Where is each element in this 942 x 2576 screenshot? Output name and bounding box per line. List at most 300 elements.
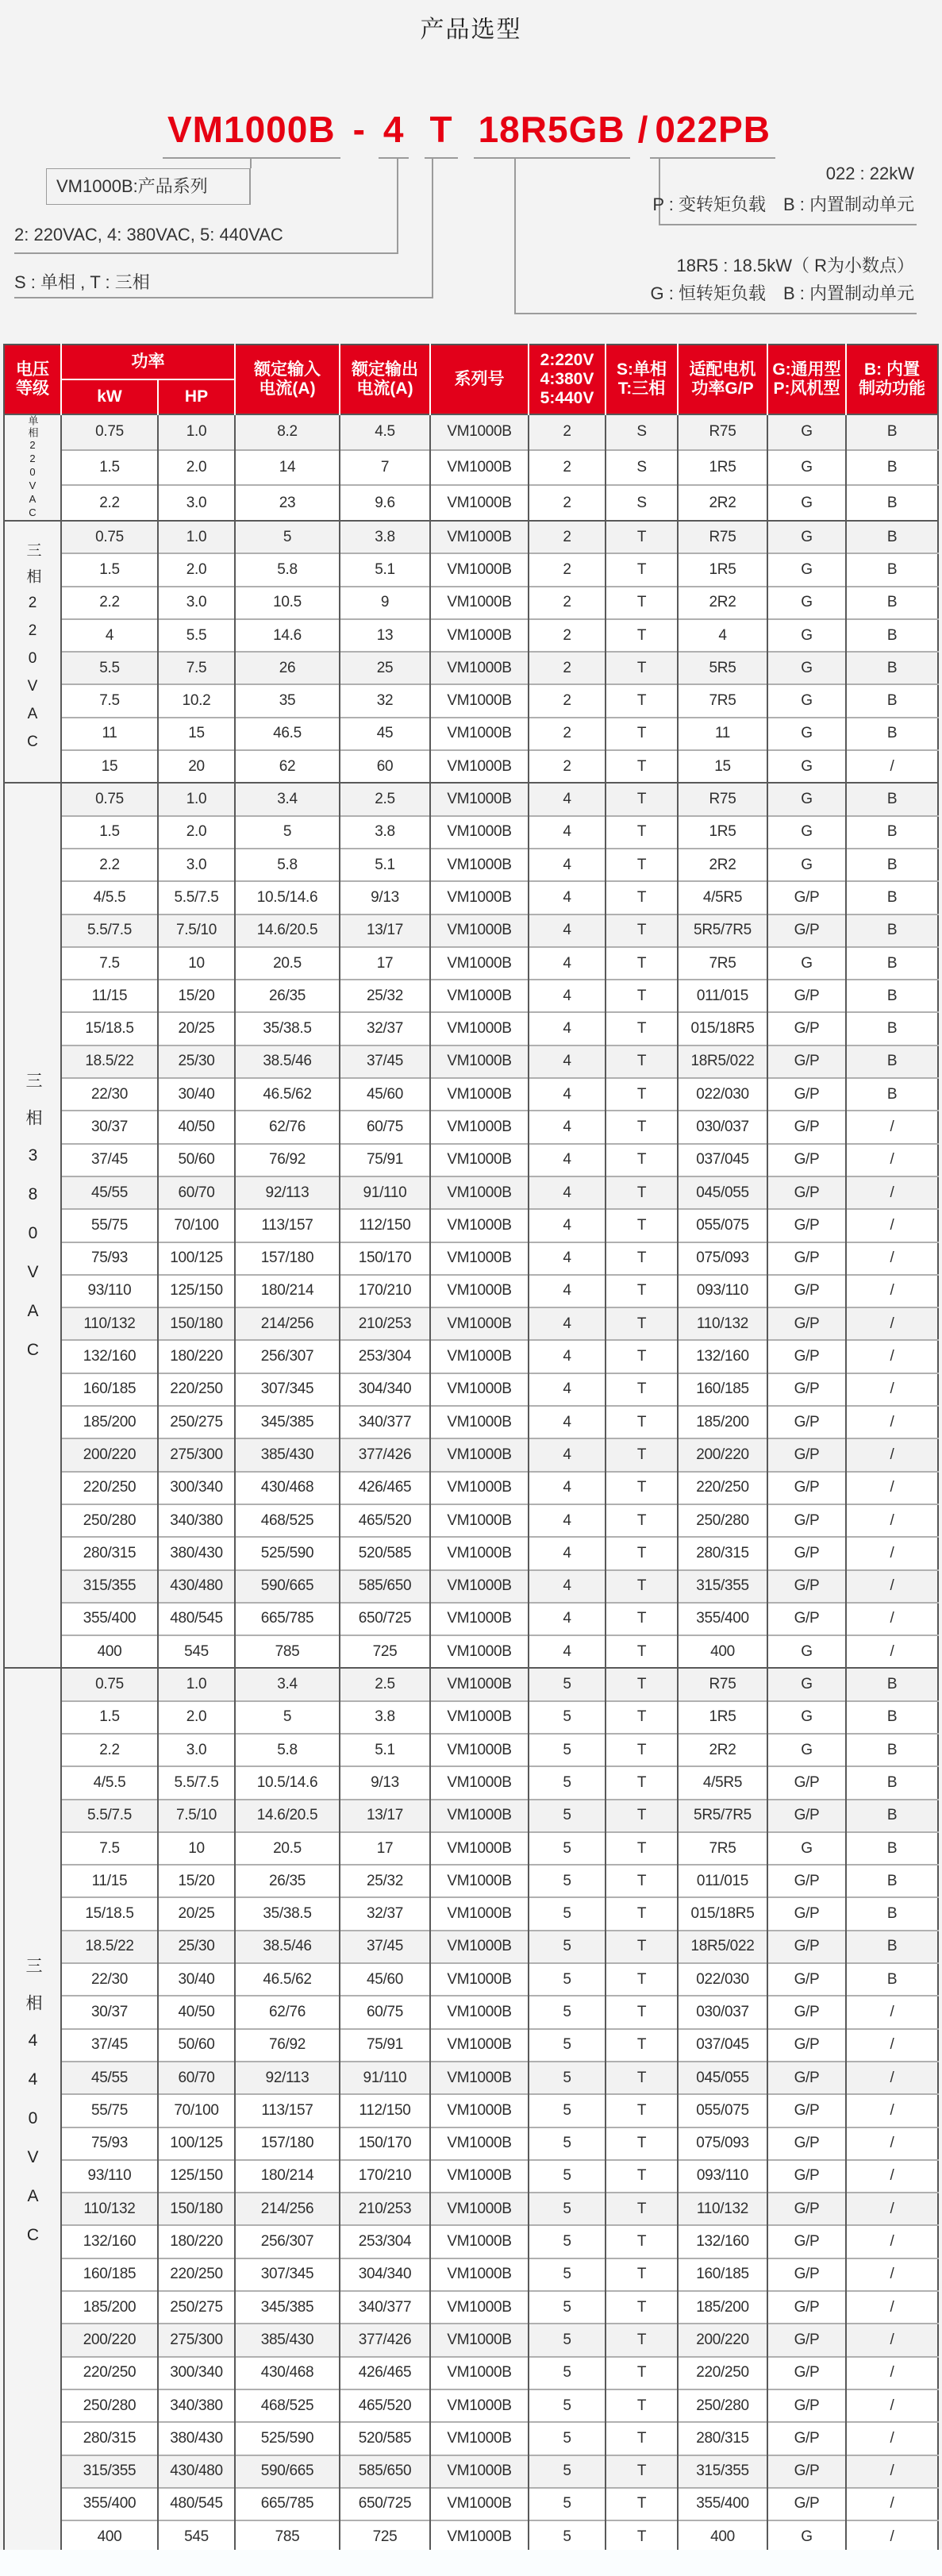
table-cell: 426/465: [340, 2357, 430, 2389]
table-cell: T: [606, 1701, 678, 1734]
table-cell: 4: [529, 1537, 606, 1569]
table-cell: 45/55: [61, 2062, 158, 2094]
table-cell: G: [767, 1832, 846, 1865]
table-cell: G: [767, 1734, 846, 1766]
table-cell: G: [767, 750, 846, 783]
table-cell: 4: [529, 980, 606, 1012]
table-cell: 2.0: [158, 450, 235, 486]
table-cell: 125/150: [158, 1275, 235, 1307]
table-cell: 37/45: [61, 2029, 158, 2062]
table-cell: 585/650: [340, 2455, 430, 2488]
table-cell: T: [606, 1570, 678, 1603]
table-cell: G/P: [767, 1307, 846, 1340]
table-cell: G: [767, 450, 846, 486]
table-cell: /: [846, 1504, 938, 1537]
table-row: [4, 2520, 938, 2553]
col-header-rated-input-current: 额定输入 电流(A): [235, 345, 340, 414]
table-cell: G: [767, 684, 846, 717]
table-cell: 5: [529, 2389, 606, 2422]
table-cell: 112/150: [340, 2094, 430, 2127]
table-cell: 5: [529, 2520, 606, 2553]
table-cell: 14.6/20.5: [235, 1800, 340, 1832]
table-cell: /: [846, 2520, 938, 2553]
table-cell: 340/377: [340, 1406, 430, 1438]
table-cell: 75/93: [61, 2127, 158, 2160]
table-cell: B: [846, 947, 938, 980]
table-cell: 256/307: [235, 2225, 340, 2258]
table-cell: T: [606, 2291, 678, 2324]
table-row: [4, 2160, 938, 2193]
table-cell: /: [846, 2258, 938, 2291]
table-cell: /: [846, 1570, 938, 1603]
table-cell: B: [846, 718, 938, 750]
voltage-group-label: 三相380VAC: [4, 783, 61, 1668]
table-row: [4, 1438, 938, 1471]
table-cell: 340/377: [340, 2291, 430, 2324]
table-row: [4, 619, 938, 652]
table-cell: 180/220: [158, 1340, 235, 1373]
table-row: [4, 587, 938, 619]
table-cell: 430/480: [158, 2455, 235, 2488]
page-title: 产品选型: [420, 17, 522, 43]
table-cell: 4: [61, 619, 158, 652]
table-cell: G: [767, 485, 846, 521]
table-cell: G/P: [767, 2127, 846, 2160]
table-cell: 545: [158, 1635, 235, 1668]
table-cell: 5: [529, 1668, 606, 1700]
table-cell: /: [846, 1472, 938, 1504]
table-cell: VM1000B: [430, 485, 529, 521]
table-cell: 5: [529, 2062, 606, 2094]
table-cell: 030/037: [678, 1996, 767, 2028]
table-cell: 3.0: [158, 485, 235, 521]
table-cell: 50/60: [158, 1144, 235, 1176]
table-cell: 5: [235, 521, 340, 553]
table-cell: 4: [529, 1078, 606, 1111]
table-cell: 2.0: [158, 1701, 235, 1734]
table-cell: 15: [678, 750, 767, 783]
table-cell: VM1000B: [430, 980, 529, 1012]
table-cell: 7.5: [61, 1832, 158, 1865]
table-cell: 14: [235, 450, 340, 486]
table-cell: 4: [529, 1472, 606, 1504]
table-cell: 2.0: [158, 553, 235, 586]
table-cell: 430/480: [158, 1570, 235, 1603]
connector-line: [14, 252, 398, 254]
table-cell: T: [606, 1832, 678, 1865]
table-cell: 13/17: [340, 914, 430, 947]
table-cell: 7R5: [678, 947, 767, 980]
table-cell: 4/5.5: [61, 881, 158, 914]
table-cell: 10: [158, 947, 235, 980]
table-row: [4, 1406, 938, 1438]
table-cell: 185/200: [678, 1406, 767, 1438]
table-cell: 9/13: [340, 881, 430, 914]
table-cell: 400: [678, 1635, 767, 1668]
table-cell: 185/200: [61, 1406, 158, 1438]
table-cell: 4: [529, 1275, 606, 1307]
table-cell: VM1000B: [430, 2357, 529, 2389]
table-cell: 62/76: [235, 1111, 340, 1143]
table-cell: 160/185: [61, 2258, 158, 2291]
table-cell: 1.5: [61, 553, 158, 586]
table-row: [4, 553, 938, 586]
table-cell: T: [606, 1504, 678, 1537]
table-cell: T: [606, 2389, 678, 2422]
table-cell: 20.5: [235, 1832, 340, 1865]
table-cell: G/P: [767, 2455, 846, 2488]
table-cell: VM1000B: [430, 881, 529, 914]
table-cell: 5.5: [61, 652, 158, 684]
table-cell: VM1000B: [430, 2488, 529, 2520]
table-cell: 5.5: [158, 619, 235, 652]
table-cell: 2.2: [61, 849, 158, 881]
table-cell: 400: [61, 1635, 158, 1668]
table-cell: 7: [340, 450, 430, 486]
table-cell: T: [606, 1963, 678, 1996]
table-cell: G/P: [767, 1537, 846, 1569]
table-cell: 110/132: [61, 2193, 158, 2225]
table-cell: /: [846, 2324, 938, 2356]
table-cell: VM1000B: [430, 2160, 529, 2193]
connector-line: [432, 159, 433, 297]
table-cell: 30/40: [158, 1963, 235, 1996]
table-cell: 2R2: [678, 1734, 767, 1766]
table-cell: /: [846, 1438, 938, 1471]
model-segment-phase: T: [425, 108, 457, 159]
table-cell: VM1000B: [430, 2422, 529, 2455]
table-cell: 430/468: [235, 1472, 340, 1504]
table-cell: /: [846, 2488, 938, 2520]
table-cell: G/P: [767, 1865, 846, 1897]
table-cell: G: [767, 414, 846, 450]
table-cell: 5: [529, 2291, 606, 2324]
connector-line: [14, 297, 433, 298]
table-cell: B: [846, 521, 938, 553]
col-header-hp: HP: [158, 379, 235, 414]
table-cell: 10: [158, 1832, 235, 1865]
table-cell: 100/125: [158, 1242, 235, 1275]
table-cell: 011/015: [678, 980, 767, 1012]
table-cell: 430/468: [235, 2357, 340, 2389]
table-cell: 185/200: [678, 2291, 767, 2324]
table-cell: 45/55: [61, 1176, 158, 1209]
table-cell: 10.2: [158, 684, 235, 717]
table-cell: /: [846, 1537, 938, 1569]
table-cell: 280/315: [61, 2422, 158, 2455]
table-cell: 650/725: [340, 1603, 430, 1635]
table-cell: /: [846, 1307, 938, 1340]
table-cell: 5: [529, 1931, 606, 1963]
table-cell: 307/345: [235, 2258, 340, 2291]
table-cell: 5R5/7R5: [678, 914, 767, 947]
table-cell: 5.5/7.5: [61, 1800, 158, 1832]
table-cell: 70/100: [158, 1209, 235, 1242]
table-cell: 4: [529, 783, 606, 815]
table-cell: VM1000B: [430, 1800, 529, 1832]
table-row: [4, 1537, 938, 1569]
table-cell: 15: [61, 750, 158, 783]
table-cell: 9/13: [340, 1766, 430, 1799]
table-cell: /: [846, 1340, 938, 1373]
table-cell: VM1000B: [430, 2094, 529, 2127]
table-row: [4, 2422, 938, 2455]
table-row: [4, 1603, 938, 1635]
table-cell: 4: [529, 1406, 606, 1438]
table-row: [4, 2291, 938, 2324]
model-segment-slash: /: [637, 109, 649, 150]
table-cell: S: [606, 414, 678, 450]
table-cell: B: [846, 684, 938, 717]
table-cell: 5: [529, 1897, 606, 1930]
table-cell: 400: [678, 2520, 767, 2553]
table-cell: 92/113: [235, 1176, 340, 1209]
table-row: [4, 2029, 938, 2062]
table-cell: G/P: [767, 1176, 846, 1209]
table-cell: G/P: [767, 1078, 846, 1111]
table-cell: 2: [529, 684, 606, 717]
table-cell: 132/160: [678, 1340, 767, 1373]
table-cell: VM1000B: [430, 2193, 529, 2225]
table-cell: 5: [529, 1963, 606, 1996]
table-cell: 32/37: [340, 1012, 430, 1045]
table-cell: 355/400: [61, 1603, 158, 1635]
table-cell: 45/60: [340, 1078, 430, 1111]
table-cell: 18.5/22: [61, 1045, 158, 1078]
table-cell: 220/250: [61, 1472, 158, 1504]
table-cell: 307/345: [235, 1373, 340, 1406]
table-cell: VM1000B: [430, 816, 529, 849]
table-cell: /: [846, 2160, 938, 2193]
table-cell: G/P: [767, 980, 846, 1012]
table-cell: 1R5: [678, 816, 767, 849]
table-cell: 315/355: [678, 1570, 767, 1603]
table-cell: B: [846, 816, 938, 849]
table-cell: 5.1: [340, 849, 430, 881]
table-cell: 26/35: [235, 1865, 340, 1897]
table-cell: 170/210: [340, 1275, 430, 1307]
table-cell: 160/185: [678, 2258, 767, 2291]
table-row: [4, 1176, 938, 1209]
table-cell: G: [767, 947, 846, 980]
table-cell: /: [846, 1275, 938, 1307]
table-cell: VM1000B: [430, 1012, 529, 1045]
table-cell: 2.2: [61, 587, 158, 619]
table-cell: T: [606, 1406, 678, 1438]
table-cell: /: [846, 2291, 938, 2324]
table-cell: B: [846, 1897, 938, 1930]
table-row: [4, 684, 938, 717]
table-cell: 2: [529, 450, 606, 486]
table-cell: 55/75: [61, 1209, 158, 1242]
table-row: [4, 914, 938, 947]
model-segment-power-g: 18R5GB: [474, 108, 630, 159]
table-cell: 5.5/7.5: [158, 1766, 235, 1799]
table-cell: G/P: [767, 2389, 846, 2422]
table-row: [4, 1144, 938, 1176]
table-cell: B: [846, 553, 938, 586]
table-cell: 15/18.5: [61, 1012, 158, 1045]
table-row: [4, 1209, 938, 1242]
table-cell: T: [606, 2488, 678, 2520]
table-cell: 132/160: [61, 1340, 158, 1373]
table-cell: 4: [529, 1438, 606, 1471]
table-cell: B: [846, 783, 938, 815]
table-cell: 340/380: [158, 1504, 235, 1537]
table-cell: 315/355: [61, 1570, 158, 1603]
table-cell: 38.5/46: [235, 1045, 340, 1078]
table-cell: B: [846, 619, 938, 652]
table-cell: VM1000B: [430, 783, 529, 815]
table-cell: 157/180: [235, 1242, 340, 1275]
table-cell: 4: [529, 849, 606, 881]
col-header-voltage-code: 2:220V 4:380V 5:440V: [529, 345, 606, 414]
table-cell: 91/110: [340, 1176, 430, 1209]
table-row: [4, 980, 938, 1012]
table-cell: 220/250: [678, 2357, 767, 2389]
table-cell: 5: [529, 2324, 606, 2356]
table-cell: 185/200: [61, 2291, 158, 2324]
table-cell: 210/253: [340, 1307, 430, 1340]
table-cell: VM1000B: [430, 684, 529, 717]
table-cell: 380/430: [158, 1537, 235, 1569]
table-cell: VM1000B: [430, 849, 529, 881]
table-cell: 2: [529, 652, 606, 684]
table-cell: 022/030: [678, 1963, 767, 1996]
table-cell: 60/70: [158, 1176, 235, 1209]
table-cell: VM1000B: [430, 1570, 529, 1603]
table-cell: 5: [529, 1800, 606, 1832]
table-cell: 304/340: [340, 2258, 430, 2291]
table-cell: 3.8: [340, 816, 430, 849]
table-cell: 355/400: [61, 2488, 158, 2520]
table-cell: T: [606, 2324, 678, 2356]
table-cell: 5R5/7R5: [678, 1800, 767, 1832]
table-cell: T: [606, 1275, 678, 1307]
table-cell: 1R5: [678, 1701, 767, 1734]
table-cell: T: [606, 1012, 678, 1045]
table-row: [4, 1012, 938, 1045]
table-cell: 5.8: [235, 553, 340, 586]
table-cell: 2.5: [340, 783, 430, 815]
table-cell: /: [846, 2127, 938, 2160]
table-row: [4, 947, 938, 980]
table-cell: 20/25: [158, 1012, 235, 1045]
table-cell: 93/110: [61, 1275, 158, 1307]
table-cell: 5.1: [340, 1734, 430, 1766]
table-cell: 4: [529, 914, 606, 947]
table-row: [4, 1865, 938, 1897]
connector-line: [514, 313, 917, 314]
callout-power-code-p: 022 : 22kW: [825, 164, 914, 183]
table-cell: 5: [529, 2225, 606, 2258]
table-cell: 1R5: [678, 450, 767, 486]
table-cell: /: [846, 2389, 938, 2422]
table-cell: T: [606, 1373, 678, 1406]
table-cell: T: [606, 1111, 678, 1143]
table-cell: G/P: [767, 1373, 846, 1406]
table-cell: 1.0: [158, 521, 235, 553]
table-cell: G: [767, 718, 846, 750]
table-cell: VM1000B: [430, 1438, 529, 1471]
table-cell: 17: [340, 947, 430, 980]
table-cell: VM1000B: [430, 947, 529, 980]
table-cell: VM1000B: [430, 2291, 529, 2324]
table-cell: 525/590: [235, 1537, 340, 1569]
table-cell: 4: [678, 619, 767, 652]
table-cell: T: [606, 1668, 678, 1700]
table-cell: T: [606, 816, 678, 849]
table-cell: 525/590: [235, 2422, 340, 2455]
table-cell: VM1000B: [430, 2127, 529, 2160]
table-cell: 426/465: [340, 1472, 430, 1504]
voltage-group-label: 单相220VAC: [4, 414, 61, 521]
table-cell: T: [606, 1176, 678, 1209]
table-cell: 377/426: [340, 2324, 430, 2356]
table-cell: 5: [529, 2193, 606, 2225]
table-cell: G: [767, 849, 846, 881]
table-row: [4, 450, 938, 486]
table-cell: 1.5: [61, 450, 158, 486]
table-cell: 4: [529, 947, 606, 980]
table-cell: 5.8: [235, 1734, 340, 1766]
table-cell: VM1000B: [430, 1963, 529, 1996]
table-cell: 250/280: [61, 1504, 158, 1537]
table-cell: 76/92: [235, 2029, 340, 2062]
table-cell: 4: [529, 816, 606, 849]
table-cell: VM1000B: [430, 652, 529, 684]
table-cell: G/P: [767, 1111, 846, 1143]
table-cell: 4/5.5: [61, 1766, 158, 1799]
table-cell: T: [606, 849, 678, 881]
table-cell: 200/220: [678, 2324, 767, 2356]
table-cell: 480/545: [158, 2488, 235, 2520]
table-cell: 2: [529, 587, 606, 619]
table-cell: 075/093: [678, 1242, 767, 1275]
table-row: [4, 1045, 938, 1078]
table-cell: 5.5/7.5: [158, 881, 235, 914]
table-cell: VM1000B: [430, 1865, 529, 1897]
table-row: [4, 750, 938, 783]
table-cell: 30/37: [61, 1111, 158, 1143]
table-cell: 4: [529, 1111, 606, 1143]
table-cell: /: [846, 2225, 938, 2258]
table-row: [4, 2127, 938, 2160]
table-cell: B: [846, 1963, 938, 1996]
table-cell: 32/37: [340, 1897, 430, 1930]
table-cell: /: [846, 2422, 938, 2455]
table-cell: 46.5/62: [235, 1078, 340, 1111]
table-cell: 11/15: [61, 980, 158, 1012]
table-cell: 2.2: [61, 485, 158, 521]
table-cell: 3.0: [158, 1734, 235, 1766]
table-cell: VM1000B: [430, 1766, 529, 1799]
table-cell: 110/132: [678, 2193, 767, 2225]
table-cell: G: [767, 619, 846, 652]
table-cell: T: [606, 1472, 678, 1504]
table-cell: VM1000B: [430, 750, 529, 783]
bottom-strip: [0, 2550, 942, 2576]
table-cell: 5: [235, 816, 340, 849]
table-row: [4, 1897, 938, 1930]
table-cell: G/P: [767, 1504, 846, 1537]
table-row: [4, 1472, 938, 1504]
table-cell: T: [606, 1537, 678, 1569]
table-cell: VM1000B: [430, 1897, 529, 1930]
table-cell: 220/250: [61, 2357, 158, 2389]
table-row: [4, 783, 938, 815]
table-cell: /: [846, 1406, 938, 1438]
